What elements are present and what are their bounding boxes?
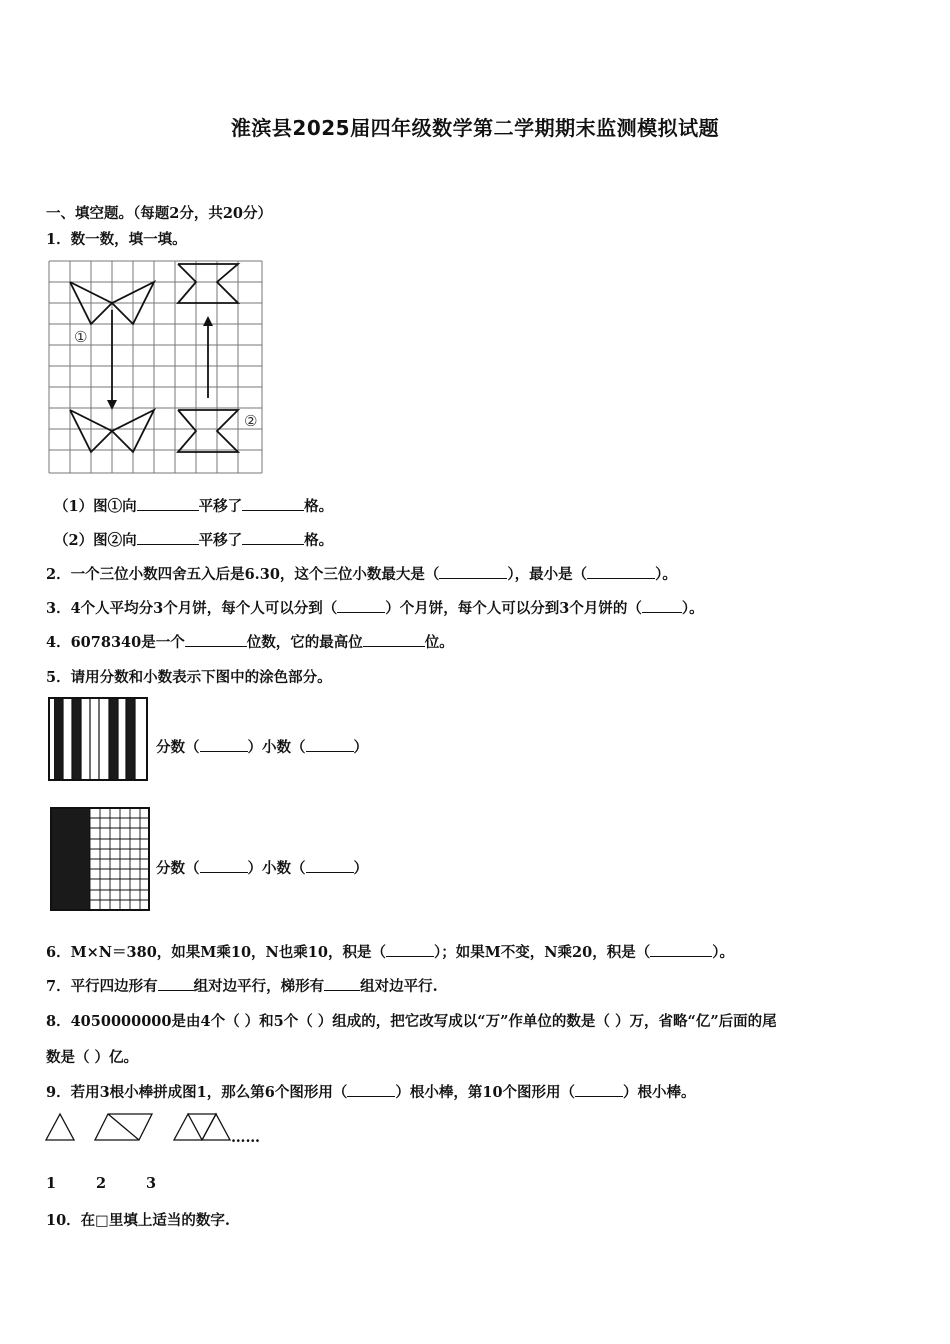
figure-number-2: 2 bbox=[96, 1175, 107, 1192]
question-4 bbox=[46, 631, 454, 652]
answer-blank[interactable] bbox=[347, 1082, 395, 1097]
sub2-prefix: （2）图②向 bbox=[54, 532, 137, 549]
decimal-label: ）小数（ bbox=[247, 739, 306, 756]
question-2 bbox=[46, 563, 677, 584]
figure-1-label: ① bbox=[74, 328, 88, 346]
q2-part-b: ），最小是（ bbox=[507, 566, 588, 583]
answer-blank[interactable] bbox=[306, 858, 354, 873]
q4-part-a: 4．6078340是一个 bbox=[46, 634, 185, 651]
answer-blank[interactable] bbox=[642, 598, 682, 613]
answer-blank[interactable] bbox=[337, 598, 385, 613]
page-title: 淮滨县2025届四年级数学第二学期期末监测模拟试题 bbox=[230, 116, 720, 140]
arrow-up-icon bbox=[203, 316, 213, 326]
q6-part-c: ）。 bbox=[712, 944, 734, 961]
close-paren: ） bbox=[353, 739, 368, 756]
answer-blank[interactable] bbox=[200, 858, 248, 873]
answer-blank[interactable] bbox=[587, 564, 655, 579]
fraction-label: 分数（ bbox=[156, 739, 200, 756]
q7-part-b: 组对边平行，梯形有 bbox=[193, 978, 325, 995]
q2-part-a: 2．一个三位小数四舍五入后是6.30，这个三位小数最大是（ bbox=[46, 566, 440, 583]
q7-part-c: 组对边平行. bbox=[360, 978, 438, 995]
q3-part-b: ）个月饼，每个人可以分到3个月饼的（ bbox=[385, 600, 642, 617]
question-3 bbox=[46, 597, 704, 618]
q4-part-c: 位。 bbox=[424, 634, 454, 651]
question-5-answer-row-1 bbox=[156, 736, 368, 757]
fraction-label: 分数（ bbox=[156, 860, 200, 877]
answer-blank[interactable] bbox=[306, 737, 354, 752]
question-6 bbox=[46, 941, 734, 962]
q4-part-b: 位数，它的最高位 bbox=[246, 634, 363, 651]
answer-blank[interactable] bbox=[363, 632, 425, 647]
question-8-line-1: 8．4050000000是由4个（ ）和5个（ ）组成的，把它改写成以“万”作单位的数是（ ）万，省略“亿”后面的尾 bbox=[46, 1013, 777, 1030]
hundred-grid-figure bbox=[50, 807, 152, 913]
answer-blank[interactable] bbox=[575, 1082, 623, 1097]
q3-part-a: 3．4个人平均分3个月饼，每个人可以分到（ bbox=[46, 600, 338, 617]
sub1-mid: 平移了 bbox=[198, 498, 243, 515]
question-5-answer-row-2 bbox=[156, 857, 368, 878]
q9-part-a: 9．若用3根小棒拼成图1，那么第6个图形用（ bbox=[46, 1084, 348, 1101]
q9-part-c: ）根小棒。 bbox=[623, 1084, 696, 1101]
figure-number-1: 1 bbox=[46, 1175, 57, 1192]
question-9 bbox=[46, 1081, 696, 1102]
answer-blank[interactable] bbox=[158, 976, 194, 991]
q2-part-c: ）。 bbox=[655, 566, 677, 583]
question-10-stem: 10．在□里填上适当的数字. bbox=[46, 1212, 230, 1229]
answer-blank[interactable] bbox=[242, 496, 304, 511]
sub2-mid: 平移了 bbox=[198, 532, 243, 549]
answer-blank[interactable] bbox=[200, 737, 248, 752]
answer-blank[interactable] bbox=[137, 496, 199, 511]
q6-part-a: 6．M×N＝380，如果M乘10，N也乘10，积是（ bbox=[46, 944, 386, 961]
triangle-pattern-figure bbox=[44, 1110, 234, 1144]
answer-blank[interactable] bbox=[185, 632, 247, 647]
answer-blank[interactable] bbox=[324, 976, 360, 991]
q3-part-c: ）。 bbox=[681, 600, 704, 617]
q6-part-b: ）；如果M不变，N乘20，积是（ bbox=[433, 944, 651, 961]
sub2-suffix: 格。 bbox=[304, 532, 334, 549]
pattern-ellipsis: …… bbox=[231, 1129, 260, 1146]
figure-2-label: ② bbox=[244, 412, 258, 430]
answer-blank[interactable] bbox=[137, 530, 199, 545]
question-5-stem: 5．请用分数和小数表示下图中的涂色部分。 bbox=[46, 669, 332, 686]
question-1-sub1 bbox=[54, 495, 333, 516]
decimal-label: ）小数（ bbox=[247, 860, 306, 877]
section-heading: 一、填空题。（每题2分，共20分） bbox=[46, 205, 273, 222]
q9-part-b: ）根小棒，第10个图形用（ bbox=[395, 1084, 576, 1101]
answer-blank[interactable] bbox=[650, 942, 712, 957]
sub1-suffix: 格。 bbox=[304, 498, 334, 515]
answer-blank[interactable] bbox=[386, 942, 434, 957]
q7-part-a: 7．平行四边形有 bbox=[46, 978, 158, 995]
question-7 bbox=[46, 975, 438, 996]
question-1-stem: 1．数一数，填一填。 bbox=[46, 231, 187, 248]
answer-blank[interactable] bbox=[439, 564, 507, 579]
close-paren: ） bbox=[353, 860, 368, 877]
question-1-sub2 bbox=[54, 529, 333, 550]
question-8-line-2: 数是（ ）亿。 bbox=[46, 1049, 139, 1066]
striped-fraction-figure bbox=[48, 697, 150, 783]
sub1-prefix: （1）图①向 bbox=[54, 498, 137, 515]
translation-grid-figure bbox=[48, 260, 266, 476]
figure-number-3: 3 bbox=[146, 1175, 157, 1192]
answer-blank[interactable] bbox=[242, 530, 304, 545]
